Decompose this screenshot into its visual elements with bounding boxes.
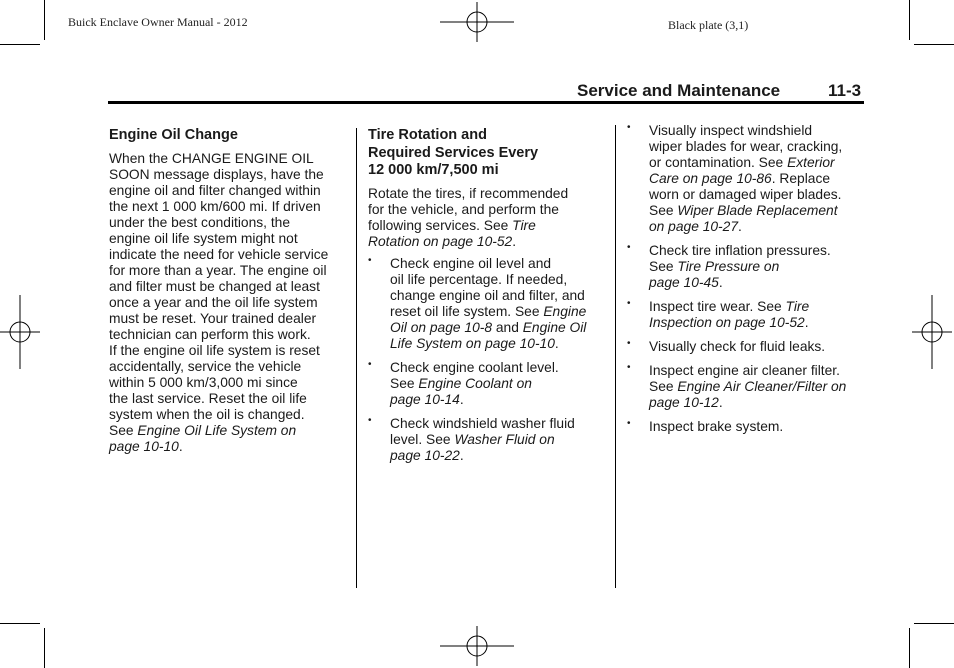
body-line: Visually inspect windshield: [649, 123, 813, 138]
body-line: [390, 336, 608, 352]
tire-rotation-intro: [368, 186, 608, 250]
list-item-tire-inflation: [627, 243, 877, 291]
body-text: Inspect tire wear. See: [649, 299, 786, 314]
body-line: within 5 000 km/3,000 mi since: [109, 374, 298, 390]
link-engine-oil-life-system[interactable]: Engine Oil Life System on: [137, 422, 297, 438]
column-1: [109, 127, 349, 455]
body-text: and: [492, 319, 523, 335]
body-text: See: [649, 379, 678, 394]
list-item-check-oil: [368, 256, 608, 352]
body-text: level. See: [390, 431, 455, 447]
link-tire-inspection[interactable]: Tire: [785, 299, 810, 314]
body-line: Check windshield washer fluid: [390, 415, 575, 431]
bullet-icon: •: [368, 414, 372, 426]
bullet-icon: •: [368, 358, 372, 370]
body-line: [390, 376, 608, 392]
body-line: system when the oil is changed.: [109, 406, 305, 422]
period: .: [718, 275, 723, 290]
body-line: technician can perform this work.: [109, 326, 311, 342]
column-divider-2: [615, 125, 616, 588]
link-tire-rotation[interactable]: Tire: [512, 217, 536, 233]
header-rule: [108, 101, 864, 104]
body-line: [109, 439, 349, 455]
link-engine-oil-page[interactable]: Oil on page 10-8: [390, 319, 493, 335]
period: .: [459, 391, 464, 407]
body-line: [649, 203, 877, 219]
body-line: Inspect engine air cleaner filter.: [649, 363, 840, 378]
body-line: worn or damaged wiper blades.: [649, 187, 842, 202]
body-line: Inspect brake system.: [649, 419, 784, 434]
crop-mark-bl-h: [0, 623, 40, 624]
link-exterior-care-page[interactable]: Care on page 10-86: [649, 171, 772, 186]
body-line: and filter must be changed at least: [109, 278, 320, 294]
bullet-icon: •: [368, 254, 372, 266]
body-line: [390, 432, 608, 448]
column-2: [368, 127, 608, 472]
link-tire-rotation-page[interactable]: Rotation on page 10-52: [368, 233, 513, 249]
body-line: the next 1 000 km/600 mi. If driven: [109, 198, 321, 214]
period: .: [554, 335, 559, 351]
link-engine-coolant[interactable]: Engine Coolant on: [418, 375, 532, 391]
link-engine-coolant-page[interactable]: page 10-14: [390, 391, 460, 407]
body-line: for the vehicle, and perform the: [368, 201, 559, 217]
body-line: Check engine oil level and: [390, 255, 552, 271]
body-line: [109, 423, 349, 439]
engine-oil-change-heading: Engine Oil Change: [109, 127, 238, 143]
list-item-check-washer-fluid: [368, 416, 608, 464]
body-line: [649, 275, 877, 291]
body-text: See: [649, 259, 678, 274]
crop-mark-tr-h: [914, 44, 954, 45]
body-line: [649, 315, 877, 331]
link-washer-fluid[interactable]: Washer Fluid on: [454, 431, 555, 447]
body-line: [649, 155, 877, 171]
body-line: Visually check for fluid leaks.: [649, 339, 826, 354]
crop-mark-br-v: [909, 628, 910, 668]
body-line: for more than a year. The engine oil: [109, 262, 327, 278]
list-item-brake-system: [627, 419, 877, 435]
body-text: or contamination. See: [649, 155, 788, 170]
body-line: [390, 392, 608, 408]
period: .: [512, 233, 517, 249]
registration-mark-left: [0, 295, 40, 369]
body-line: [649, 299, 877, 315]
link-exterior-care[interactable]: Exterior: [787, 155, 835, 170]
plate-label: Black plate (3,1): [668, 18, 749, 32]
body-line: indicate the need for vehicle service: [109, 246, 329, 262]
body-line: Check tire inflation pressures.: [649, 243, 831, 258]
link-engine-oil-life-page[interactable]: Life System on page 10-10: [390, 335, 555, 351]
link-tire-pressure[interactable]: Tire Pressure on: [677, 259, 780, 274]
body-line: Rotate the tires, if recommended: [368, 185, 569, 201]
period: .: [178, 438, 183, 454]
body-line: under the best conditions, the: [109, 214, 291, 230]
body-line: once a year and the oil life system: [109, 294, 318, 310]
body-line: engine oil life system might not: [109, 230, 298, 246]
link-engine-oil[interactable]: Engine: [543, 303, 587, 319]
body-line: [390, 448, 608, 464]
body-line: If the engine oil life system is reset: [109, 342, 320, 358]
link-wiper-blade-replacement[interactable]: Wiper Blade Replacement: [677, 203, 838, 218]
body-text: See: [390, 375, 419, 391]
body-line: engine oil and filter changed within: [109, 182, 321, 198]
body-line: accidentally, service the vehicle: [109, 358, 302, 374]
column-divider-1: [356, 128, 357, 588]
heading-line: Required Services Every: [368, 144, 539, 161]
bullet-icon: •: [627, 338, 631, 349]
crop-mark-tl-v: [44, 0, 45, 40]
body-line: [649, 379, 877, 395]
body-line: [649, 171, 877, 187]
tire-rotation-heading: [368, 127, 608, 180]
link-engine-oil-life[interactable]: Engine Oil: [522, 319, 587, 335]
body-text: reset oil life system. See: [390, 303, 544, 319]
section-title: Service and Maintenance: [577, 81, 781, 100]
body-line: change engine oil and filter, and: [390, 287, 585, 303]
link-air-cleaner[interactable]: Engine Air Cleaner/Filter on: [677, 379, 847, 394]
body-line: wiper blades for wear, cracking,: [649, 139, 843, 154]
crop-mark-tl-h: [0, 44, 40, 45]
registration-mark-right: [912, 295, 952, 369]
heading-line: 12 000 km/7,500 mi: [368, 162, 499, 178]
link-tire-inspection-page[interactable]: Inspection on page 10-52: [649, 315, 805, 330]
link-page-10-10[interactable]: page 10-10: [109, 438, 179, 454]
heading-line: Tire Rotation and: [368, 127, 487, 143]
link-tire-pressure-page[interactable]: page 10-45: [649, 275, 719, 290]
crop-mark-br-h: [914, 623, 954, 624]
bullet-icon: •: [627, 298, 631, 309]
registration-mark-bottom: [440, 626, 514, 666]
engine-oil-change-body: [109, 151, 349, 455]
body-text: . Replace: [771, 171, 831, 186]
body-line: [390, 320, 608, 336]
body-line: [368, 234, 608, 250]
link-wiper-blade-page[interactable]: on page 10-27: [649, 219, 738, 234]
period: .: [718, 395, 723, 410]
crop-mark-tr-v: [909, 0, 910, 40]
link-washer-fluid-page[interactable]: page 10-22: [390, 447, 460, 463]
body-line: [649, 259, 877, 275]
body-line: must be reset. Your trained dealer: [109, 310, 317, 326]
page-number: 11-3: [828, 81, 862, 100]
body-line: [649, 395, 877, 411]
body-text: See: [649, 203, 678, 218]
period: .: [804, 315, 809, 330]
period: .: [459, 447, 464, 463]
body-line: When the CHANGE ENGINE OIL: [109, 150, 314, 166]
body-line: oil life percentage. If needed,: [390, 271, 568, 287]
body-line: [390, 304, 608, 320]
period: .: [738, 219, 742, 234]
bullet-icon: •: [627, 122, 631, 133]
list-item-wiper-blades: [627, 123, 877, 235]
document-title: Buick Enclave Owner Manual - 2012: [68, 15, 248, 29]
body-line: SOON message displays, have the: [109, 166, 324, 182]
list-item-check-coolant: [368, 360, 608, 408]
body-line: Check engine coolant level.: [390, 359, 559, 375]
column-3: [627, 123, 877, 443]
body-text: following services. See: [368, 217, 513, 233]
body-line: [368, 218, 608, 234]
list-item-tire-wear: [627, 299, 877, 331]
bullet-icon: •: [627, 242, 631, 253]
link-air-cleaner-page[interactable]: page 10-12: [649, 395, 719, 410]
see-text: See: [109, 422, 138, 438]
list-item-air-cleaner: [627, 363, 877, 411]
registration-mark-top: [440, 2, 514, 42]
bullet-icon: •: [627, 418, 631, 429]
body-line: [649, 219, 877, 235]
bullet-icon: •: [627, 362, 631, 373]
list-item-fluid-leaks: [627, 339, 877, 355]
body-line: the last service. Reset the oil life: [109, 390, 307, 406]
crop-mark-bl-v: [44, 628, 45, 668]
